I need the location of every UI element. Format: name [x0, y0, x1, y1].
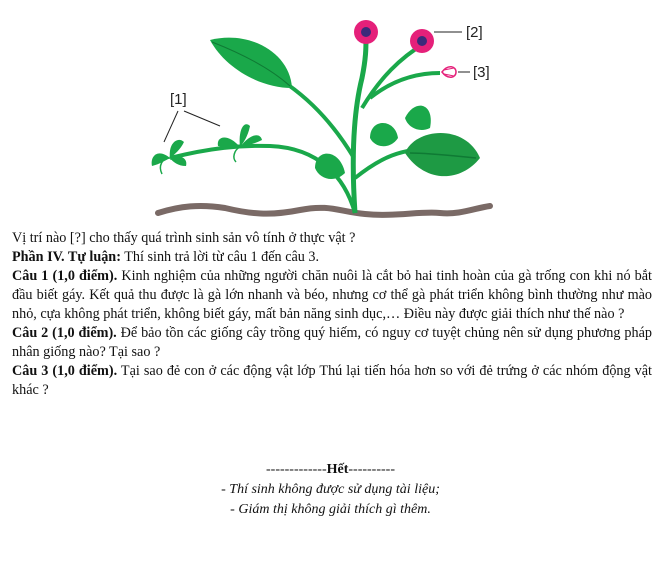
main-stem [353, 38, 366, 213]
end-note-2: - Giám thị không giải thích gì thêm. [230, 502, 431, 517]
leaf-mid-lower [315, 154, 345, 179]
label-3: [3] [473, 64, 490, 81]
question-2 [12, 324, 652, 362]
leaf-top-left [210, 38, 292, 88]
plant-figure [140, 8, 510, 223]
question-1-body: Kinh nghiệm của những người chăn nuôi là cắt bỏ hai tinh hoàn của gà trống con khi nó bắt đầu biết gáy. Kết quả thu được là gà lớn nhanh và béo, nhưng cơ thể gà phát triển không bình thường như mào nhỏ, cựa không phát triển, không biết gáy, mất bản năng sinh dục,… Điều này được giải thích như thế nào ? [12, 268, 652, 322]
question-3-body: Tại sao đẻ con ở các động vật lớp Thú lại tiến hóa hơn so với đẻ trứng ở các nhóm động vật khác ? [12, 363, 652, 398]
leaf-right-top [405, 106, 431, 130]
question-3 [12, 362, 652, 400]
plant-illustration [140, 8, 510, 223]
flower-bud [442, 67, 456, 78]
part-desc: Thí sinh trả lời từ câu 1 đến câu 3. [120, 249, 320, 265]
end-note-1: - Thí sinh không được sử dụng tài liệu; [221, 482, 440, 497]
leaf-mid [370, 123, 398, 146]
label-2: [2] [466, 24, 483, 41]
end-dash-left: ------------- [266, 462, 327, 477]
question-1 [12, 267, 652, 324]
end-dash-right: ---------- [348, 462, 395, 477]
soil-line [158, 206, 490, 215]
flower-left [354, 20, 378, 44]
part-title: Phần IV. Tự luận: [12, 249, 121, 265]
label-1: [1] [170, 91, 187, 108]
end-word: Hết [326, 462, 349, 477]
branch-bud [370, 73, 440, 98]
question-2-body: Để bảo tồn các giống cây trồng quý hiếm, có nguy cơ tuyệt chủng nên sử dụng phương pháp nhân giống nào? Tại sao ? [12, 325, 652, 360]
part-heading [12, 248, 652, 267]
question-3-head: Câu 3 (1,0 điểm). [12, 363, 118, 379]
flower-right [410, 29, 434, 53]
figure-question: Vị trí nào [?] cho thấy quá trình sinh sản vô tính ở thực vật ? [12, 230, 356, 246]
plantlet-middle [218, 124, 262, 162]
end-section [0, 460, 661, 520]
question-2-head: Câu 2 (1,0 điểm). [12, 325, 117, 341]
question-text [12, 229, 652, 400]
question-1-head: Câu 1 (1,0 điểm). [12, 268, 118, 284]
end-marker [0, 460, 661, 480]
